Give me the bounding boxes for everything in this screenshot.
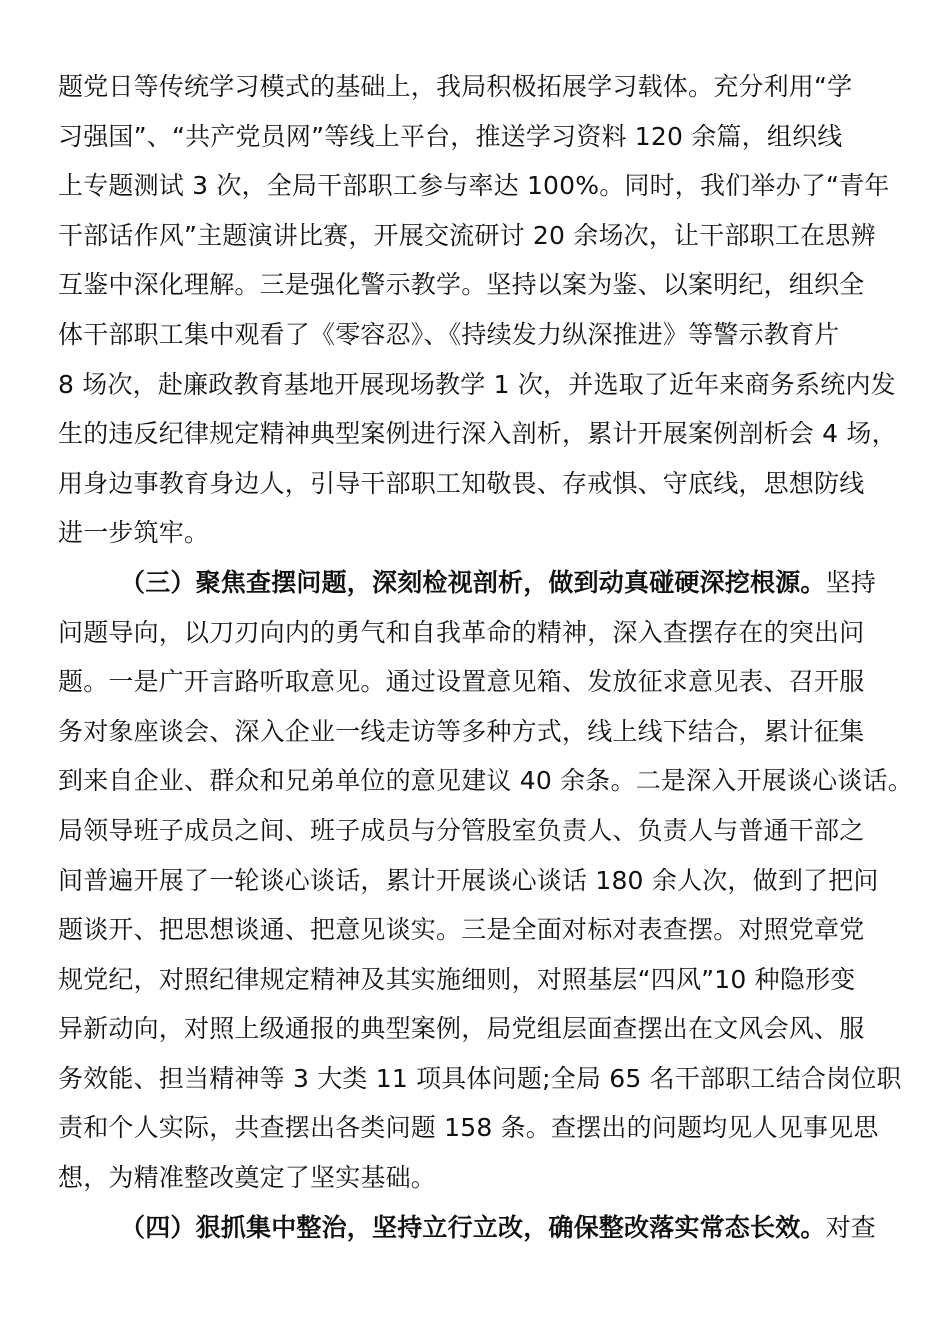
text-line: 到来自企业、群众和兄弟单位的意见建议 40 余条。二是深入开展谈心谈话。 [58, 766, 913, 796]
text-line: 干部话作风”主题演讲比赛，开展交流研讨 20 余场次，让干部职工在思辨 [58, 220, 876, 250]
text-line: 8 场次，赴廉政教育基地开展现场教学 1 次，并选取了近年来商务系统内发 [58, 369, 896, 399]
text-line: 务效能、担当精神等 3 大类 11 项具体问题;全局 65 名干部职工结合岗位职 [58, 1063, 902, 1093]
text-run: 坚持 [825, 567, 877, 597]
text-line: 局领导班子成员之间、班子成员与分管股室负责人、负责人与普通干部之 [58, 815, 865, 845]
text-line: 责和个人实际，共查摆出各类问题 158 条。查摆出的问题均见人见事见思 [58, 1113, 879, 1143]
section-heading-4: （四）狠抓集中整治，坚持立行立改，确保整改落实常态长效。 [120, 1212, 826, 1242]
text-line: 间普遍开展了一轮谈心谈话，累计开展谈心谈话 180 余人次，做到了把问 [58, 865, 879, 895]
text-run: 对查 [825, 1212, 877, 1242]
paragraph-3 [58, 1203, 884, 1253]
text-line: 题党日等传统学习模式的基础上，我局积极拓展学习载体。充分利用“学 [58, 72, 853, 101]
paragraph-2 [58, 558, 913, 1203]
text-line: 规党纪，对照纪律规定精神及其实施细则，对照基层“四风”10 种隐形变 [58, 964, 856, 994]
document-body [58, 62, 913, 1252]
text-line: 体干部职工集中观看了《零容忍》、《持续发力纵深推进》等警示教育片 [58, 319, 840, 349]
paragraph-3-first-line [58, 1203, 884, 1253]
text-line: 互鉴中深化理解。三是强化警示教学。坚持以案为鉴、以案明纪，组织全 [58, 270, 865, 300]
paragraph-1 [58, 62, 897, 558]
text-line: 生的违反纪律规定精神典型案例进行深入剖析，累计开展案例剖析会 4 场， [58, 419, 897, 449]
text-line: 问题导向，以刀刃向内的勇气和自我革命的精神，深入查摆存在的突出问 [58, 617, 865, 647]
text-line: 异新动向，对照上级通报的典型案例，局党组层面查摆出在文风会风、服 [58, 1014, 865, 1044]
section-heading-3: （三）聚焦查摆问题，深刻检视剖析，做到动真碰硬深挖根源。 [120, 567, 826, 597]
text-line: 题。一是广开言路听取意见。通过设置意见箱、发放征求意见表、召开服 [58, 667, 865, 697]
text-line: 用身边事教育身边人，引导干部职工知敬畏、存戒惧、守底线，思想防线 [58, 468, 865, 498]
text-line: 想，为精准整改奠定了坚实基础。 [58, 1163, 437, 1193]
text-line: 务对象座谈会、深入企业一线走访等多种方式，线上线下结合，累计征集 [58, 716, 865, 746]
text-line: 上专题测试 3 次，全局干部职工参与率达 100%。同时，我们举办了“青年 [58, 171, 890, 201]
paragraph-2-first-line [58, 558, 884, 608]
text-line: 习强国”、“共产党员网”等线上平台，推送学习资料 120 余篇，组织线 [58, 121, 843, 151]
text-line: 进一步筑牢。 [58, 518, 210, 548]
text-line: 题谈开、把思想谈通、把意见谈实。三是全面对标对表查摆。对照党章党 [58, 915, 865, 945]
